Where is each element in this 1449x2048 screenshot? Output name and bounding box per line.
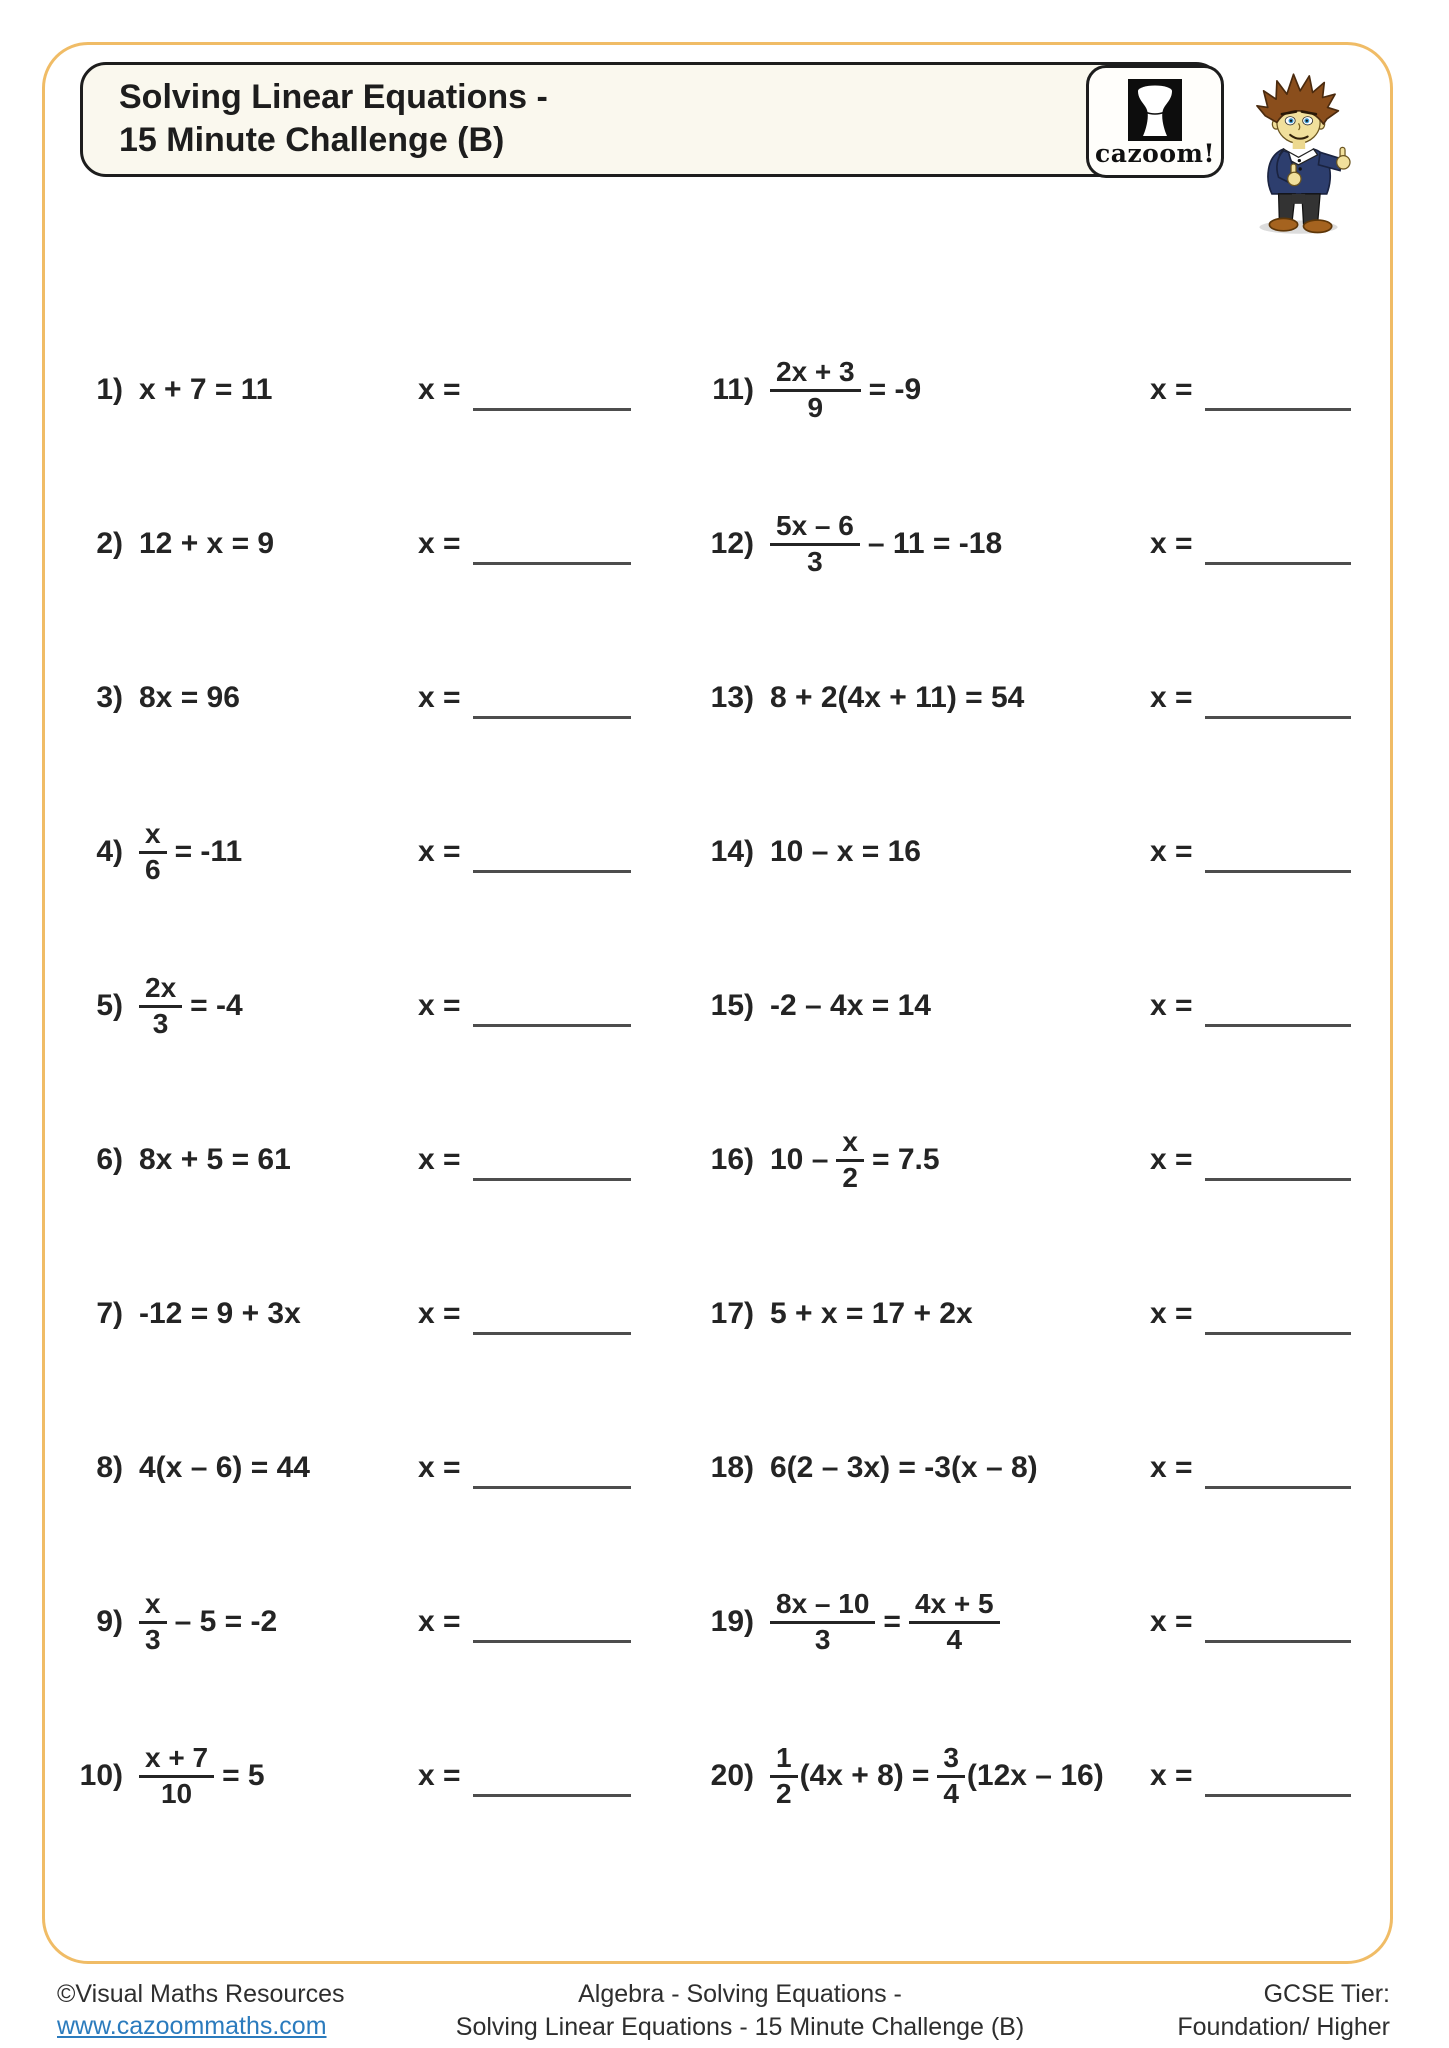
question-number: 6) <box>96 1143 123 1176</box>
answer-label: x = <box>418 1297 461 1330</box>
question-row <box>73 342 272 438</box>
question-row <box>73 650 240 746</box>
question-number: 12) <box>710 527 754 560</box>
answer-blank <box>473 998 631 1027</box>
answer-label: x = <box>418 1143 461 1176</box>
answer-label: x = <box>418 681 461 714</box>
footer-right <box>1177 1978 1390 2044</box>
answer-area <box>418 1420 631 1516</box>
answer-area <box>1150 650 1351 746</box>
footer-worksheet-name: Solving Linear Equations - 15 Minute Challenge (B) <box>455 2013 1025 2041</box>
answer-blank <box>473 536 631 565</box>
answer-label: x = <box>1150 989 1193 1022</box>
question-row <box>698 342 921 438</box>
answer-area <box>1150 1728 1351 1824</box>
question-equation <box>770 1743 1104 1809</box>
answer-area <box>1150 1112 1351 1208</box>
answer-area <box>1150 496 1351 592</box>
answer-blank <box>1205 1768 1351 1797</box>
title-line-2: 15 Minute Challenge (B) <box>119 121 505 159</box>
answer-blank <box>473 382 631 411</box>
equation-text: = -4 <box>190 989 243 1022</box>
question-number: 1) <box>96 373 123 406</box>
answer-label: x = <box>418 1451 461 1484</box>
question-number: 10) <box>79 1759 123 1792</box>
answer-blank <box>1205 1460 1351 1489</box>
mascot-boy-icon <box>1247 54 1355 254</box>
question-row <box>698 496 1002 592</box>
website-link[interactable]: www.cazoommaths.com <box>57 2012 327 2040</box>
question-row <box>73 958 243 1054</box>
equation-text: x + 7 = 11 <box>139 373 273 406</box>
question-number: 9) <box>96 1605 123 1638</box>
question-equation <box>770 1589 1000 1655</box>
equation-text: -2 – 4x = 14 <box>770 989 931 1022</box>
answer-label: x = <box>418 1605 461 1638</box>
answer-label: x = <box>418 1759 461 1792</box>
equation-text: = -11 <box>174 835 243 868</box>
question-number: 4) <box>96 835 123 868</box>
question-row <box>698 1266 973 1362</box>
fraction: $\frac{3}{4}$ <box>937 1743 965 1809</box>
equation-text: = <box>911 1759 930 1792</box>
answer-area <box>418 650 631 746</box>
equation-text: – 5 = -2 <box>174 1605 278 1638</box>
question-row <box>73 804 242 900</box>
logo-text: cazoom! <box>1095 139 1215 168</box>
answer-area <box>418 1574 631 1670</box>
question-equation <box>770 1127 940 1193</box>
question-number: 2) <box>96 527 123 560</box>
fraction: $\frac{5x - 6}{3}$ <box>770 511 860 577</box>
answer-blank <box>1205 1152 1351 1181</box>
question-equation <box>139 819 242 885</box>
question-number: 5) <box>96 989 123 1022</box>
answer-label: x = <box>1150 1605 1193 1638</box>
answer-blank <box>1205 998 1351 1027</box>
answer-label: x = <box>418 373 461 406</box>
answer-area <box>418 958 631 1054</box>
equation-text: -12 = 9 + 3x <box>139 1297 301 1330</box>
answer-area <box>1150 804 1351 900</box>
copyright-text: ©Visual Maths Resources <box>57 1980 345 2008</box>
answer-label: x = <box>1150 835 1193 868</box>
question-number: 16) <box>710 1143 754 1176</box>
answer-label: x = <box>1150 1297 1193 1330</box>
question-equation <box>139 1297 301 1331</box>
question-number: 13) <box>710 681 754 714</box>
question-equation <box>139 373 272 407</box>
equation-text: (12x – 16) <box>966 1759 1104 1792</box>
answer-blank <box>1205 1306 1351 1335</box>
fraction: $\frac{4x + 5}{4}$ <box>909 1589 1000 1655</box>
equation-text: = -9 <box>868 373 922 406</box>
question-row <box>73 1574 277 1670</box>
answer-label: x = <box>418 835 461 868</box>
fraction: $\frac{x + 7}{10}$ <box>139 1743 214 1809</box>
equation-text: = 5 <box>222 1759 265 1792</box>
question-row <box>73 1728 265 1824</box>
djembe-drum-icon <box>1128 79 1182 141</box>
answer-blank <box>1205 536 1351 565</box>
answer-area <box>418 1728 631 1824</box>
answer-blank <box>473 1614 631 1643</box>
question-equation <box>770 681 1024 715</box>
answer-label: x = <box>1150 527 1193 560</box>
equation-text: – 11 = -18 <box>867 527 1003 560</box>
answer-label: x = <box>1150 1451 1193 1484</box>
equation-text: 8x + 5 = 61 <box>139 1143 291 1176</box>
equation-text: 8 + 2(4x + 11) = 54 <box>770 681 1025 714</box>
question-number: 8) <box>96 1451 123 1484</box>
footer-topic: Algebra - Solving Equations - <box>578 1980 902 2008</box>
tier-label: GCSE Tier: <box>1263 1980 1390 2008</box>
answer-blank <box>1205 1614 1351 1643</box>
question-equation <box>770 989 931 1023</box>
question-equation <box>139 1143 291 1177</box>
answer-label: x = <box>1150 373 1193 406</box>
footer-center <box>300 1978 1180 2044</box>
cazoom-logo <box>1086 65 1224 178</box>
question-row <box>698 1574 1000 1670</box>
question-equation <box>770 1297 973 1331</box>
question-row <box>698 650 1024 746</box>
question-row <box>698 958 931 1054</box>
answer-blank <box>473 1460 631 1489</box>
question-number: 19) <box>710 1605 754 1638</box>
answer-blank <box>1205 382 1351 411</box>
equation-text: 6(2 – 3x) = -3(x – 8) <box>770 1451 1038 1484</box>
equation-text: = <box>883 1605 901 1638</box>
fraction: $\frac{x}{2}$ <box>836 1127 864 1193</box>
question-equation <box>770 357 921 423</box>
question-number: 3) <box>96 681 123 714</box>
answer-label: x = <box>1150 1759 1193 1792</box>
question-equation <box>770 1451 1038 1485</box>
answer-area <box>418 496 631 592</box>
question-row <box>73 1112 291 1208</box>
question-equation <box>139 1743 265 1809</box>
title-line-1: Solving Linear Equations - <box>119 78 548 116</box>
fraction: $\frac{2x + 3}{9}$ <box>770 357 861 423</box>
equation-text: (4x + 8) <box>799 1759 904 1792</box>
equation-text: 12 + x = 9 <box>139 527 275 560</box>
answer-area <box>1150 1574 1351 1670</box>
equation-text: = 7.5 <box>871 1143 940 1176</box>
question-number: 11) <box>712 373 754 406</box>
question-row <box>698 804 921 900</box>
question-number: 14) <box>710 835 754 868</box>
answer-blank <box>473 1152 631 1181</box>
answer-blank <box>1205 690 1351 719</box>
equation-text: 10 – x = 16 <box>770 835 921 868</box>
answer-blank <box>473 1768 631 1797</box>
question-equation <box>770 835 921 869</box>
answer-area <box>418 804 631 900</box>
equation-text: 10 – <box>770 1143 829 1176</box>
tier-value: Foundation/ Higher <box>1177 2013 1390 2041</box>
answer-label: x = <box>1150 681 1193 714</box>
question-equation <box>139 1589 277 1655</box>
question-equation <box>770 511 1002 577</box>
question-equation <box>139 1451 310 1485</box>
question-number: 17) <box>710 1297 754 1330</box>
worksheet-title <box>119 76 548 162</box>
answer-area <box>418 1112 631 1208</box>
answer-label: x = <box>418 527 461 560</box>
answer-blank <box>1205 844 1351 873</box>
answer-blank <box>473 690 631 719</box>
answer-label: x = <box>418 989 461 1022</box>
question-number: 20) <box>710 1759 754 1792</box>
equation-text: 5 + x = 17 + 2x <box>770 1297 973 1330</box>
question-row <box>698 1420 1038 1516</box>
answer-label: x = <box>1150 1143 1193 1176</box>
answer-blank <box>473 844 631 873</box>
question-row <box>73 1420 310 1516</box>
fraction: $\frac{x}{3}$ <box>139 1589 167 1655</box>
fraction: $\frac{1}{2}$ <box>770 1743 798 1809</box>
answer-area <box>1150 1266 1351 1362</box>
question-row <box>73 1266 301 1362</box>
question-row <box>698 1728 1104 1824</box>
answer-area <box>1150 1420 1351 1516</box>
question-row <box>698 1112 940 1208</box>
fraction: $\frac{x}{6}$ <box>139 819 167 885</box>
answer-area <box>418 342 631 438</box>
question-equation <box>139 973 243 1039</box>
answer-area <box>1150 958 1351 1054</box>
question-equation <box>139 681 240 715</box>
fraction: $\frac{8x - 10}{3}$ <box>770 1589 875 1655</box>
answer-area <box>418 1266 631 1362</box>
question-number: 7) <box>96 1297 123 1330</box>
header <box>80 62 1222 177</box>
answer-area <box>1150 342 1351 438</box>
question-number: 15) <box>710 989 754 1022</box>
question-equation <box>139 527 274 561</box>
fraction: $\frac{2x}{3}$ <box>139 973 182 1039</box>
equation-text: 4(x – 6) = 44 <box>139 1451 310 1484</box>
question-number: 18) <box>710 1451 754 1484</box>
answer-blank <box>473 1306 631 1335</box>
question-row <box>73 496 274 592</box>
equation-text: 8x = 96 <box>139 681 240 714</box>
